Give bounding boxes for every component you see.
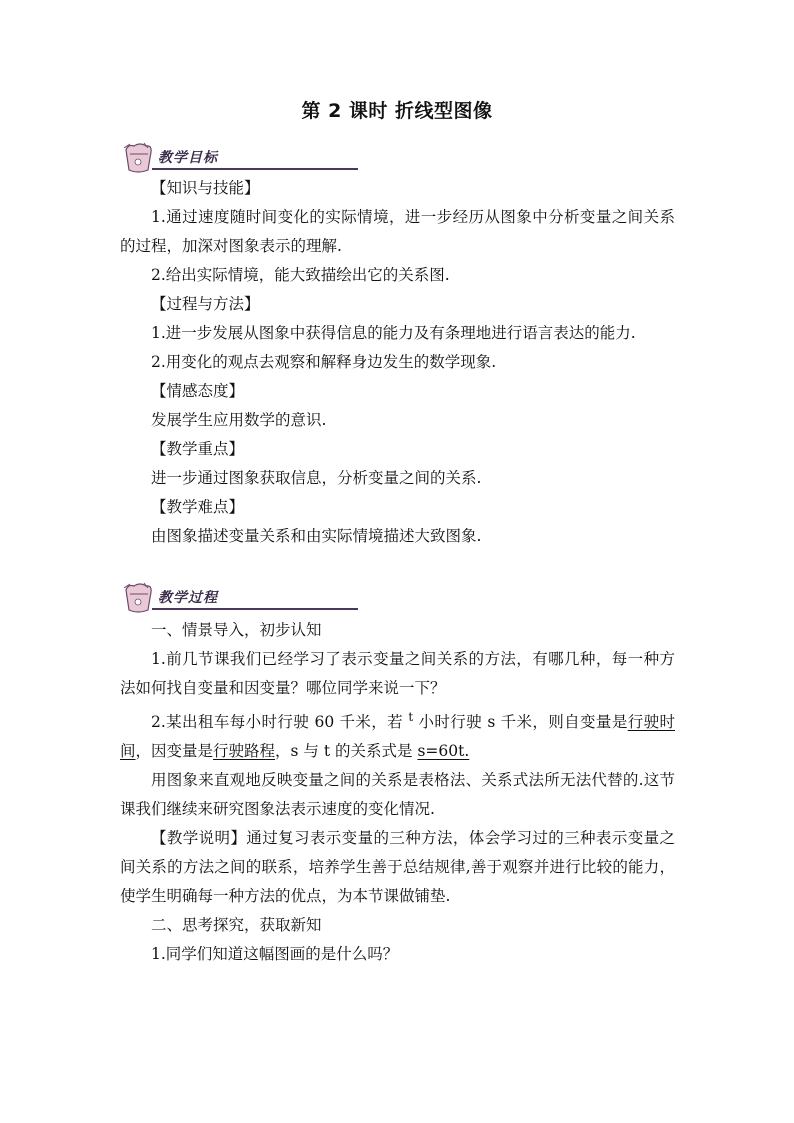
section-header-goals — [118, 140, 248, 174]
goal-line: 【情感态度】 — [151, 382, 245, 400]
goal-line: 发展学生应用数学的意识. — [151, 411, 327, 429]
paragraph: 1.前几节课我们已经学习了表示变量之间关系的方法，有哪几种，每一种方法如何找自变量和因变量？哪位同学来说一下？ — [120, 650, 675, 697]
section-divider — [152, 608, 358, 610]
paragraph — [120, 703, 675, 766]
paragraph: 1.同学们知道这幅图画的是什么吗？ — [151, 945, 399, 964]
goal-line: 由图象描述变量关系和由实际情境描述大致图象. — [151, 527, 482, 545]
text-span: 2.某出租车每小时行驶 60 千米，若 — [151, 713, 409, 732]
goal-line: 【教学难点】 — [151, 498, 245, 516]
text-span: ，因变量是 — [135, 742, 214, 761]
section-label: 教学目标 — [158, 150, 218, 166]
section-divider — [152, 168, 358, 170]
section-header-process — [118, 580, 248, 614]
goal-line: 【教学重点】 — [151, 440, 245, 458]
process-content — [120, 616, 675, 969]
goal-line: 【知识与技能】 — [151, 179, 260, 197]
text-span: 小时行驶 s 千米，则自变量是 — [413, 713, 628, 732]
text-span: ，s 与 t 的关系式是 — [275, 742, 418, 761]
goal-line: 1.进一步发展从图象中获得信息的能力及有条理地进行语言表达的能力. — [151, 324, 636, 342]
answer-blank: s=60t. — [417, 742, 470, 761]
paragraph: 一、情景导入，初步认知 — [151, 621, 322, 639]
goals-content — [120, 174, 675, 551]
section-label: 教学过程 — [158, 590, 218, 606]
paragraph: 用图象来直观地反映变量之间的关系是表格法、关系式法所无法代替的.这节课我们继续来研究图象法表示速度的变化情况. — [120, 771, 675, 819]
text-span: t — [408, 710, 414, 724]
page-title: 第 2 课时 折线型图像 — [301, 100, 493, 122]
goal-line: 2.给出实际情境，能大致描绘出它的关系图. — [151, 266, 450, 284]
paragraph: 【教学说明】通过复习表示变量的三种方法，体会学习过的三种表示变量之间关系的方法之间的联系，培养学生善于总结规律,善于观察并进行比较的能力，使学生明确每一种方法的优点，为本节课做铺垫. — [120, 829, 675, 906]
goal-line: 2.用变化的观点去观察和解释身边发生的数学现象. — [151, 353, 497, 371]
goal-line: 进一步通过图象获取信息，分析变量之间的关系. — [151, 469, 482, 487]
goal-line: 1.通过速度随时间变化的实际情境，进一步经历从图象中分析变量之间关系的过程，加深对图象表示的理解. — [120, 208, 675, 255]
paragraph: 二、思考探究，获取新知 — [151, 916, 322, 935]
goal-line: 【过程与方法】 — [151, 295, 260, 313]
answer-blank: 行驶时间 — [120, 713, 675, 761]
answer-blank: 行驶路程 — [213, 742, 276, 761]
